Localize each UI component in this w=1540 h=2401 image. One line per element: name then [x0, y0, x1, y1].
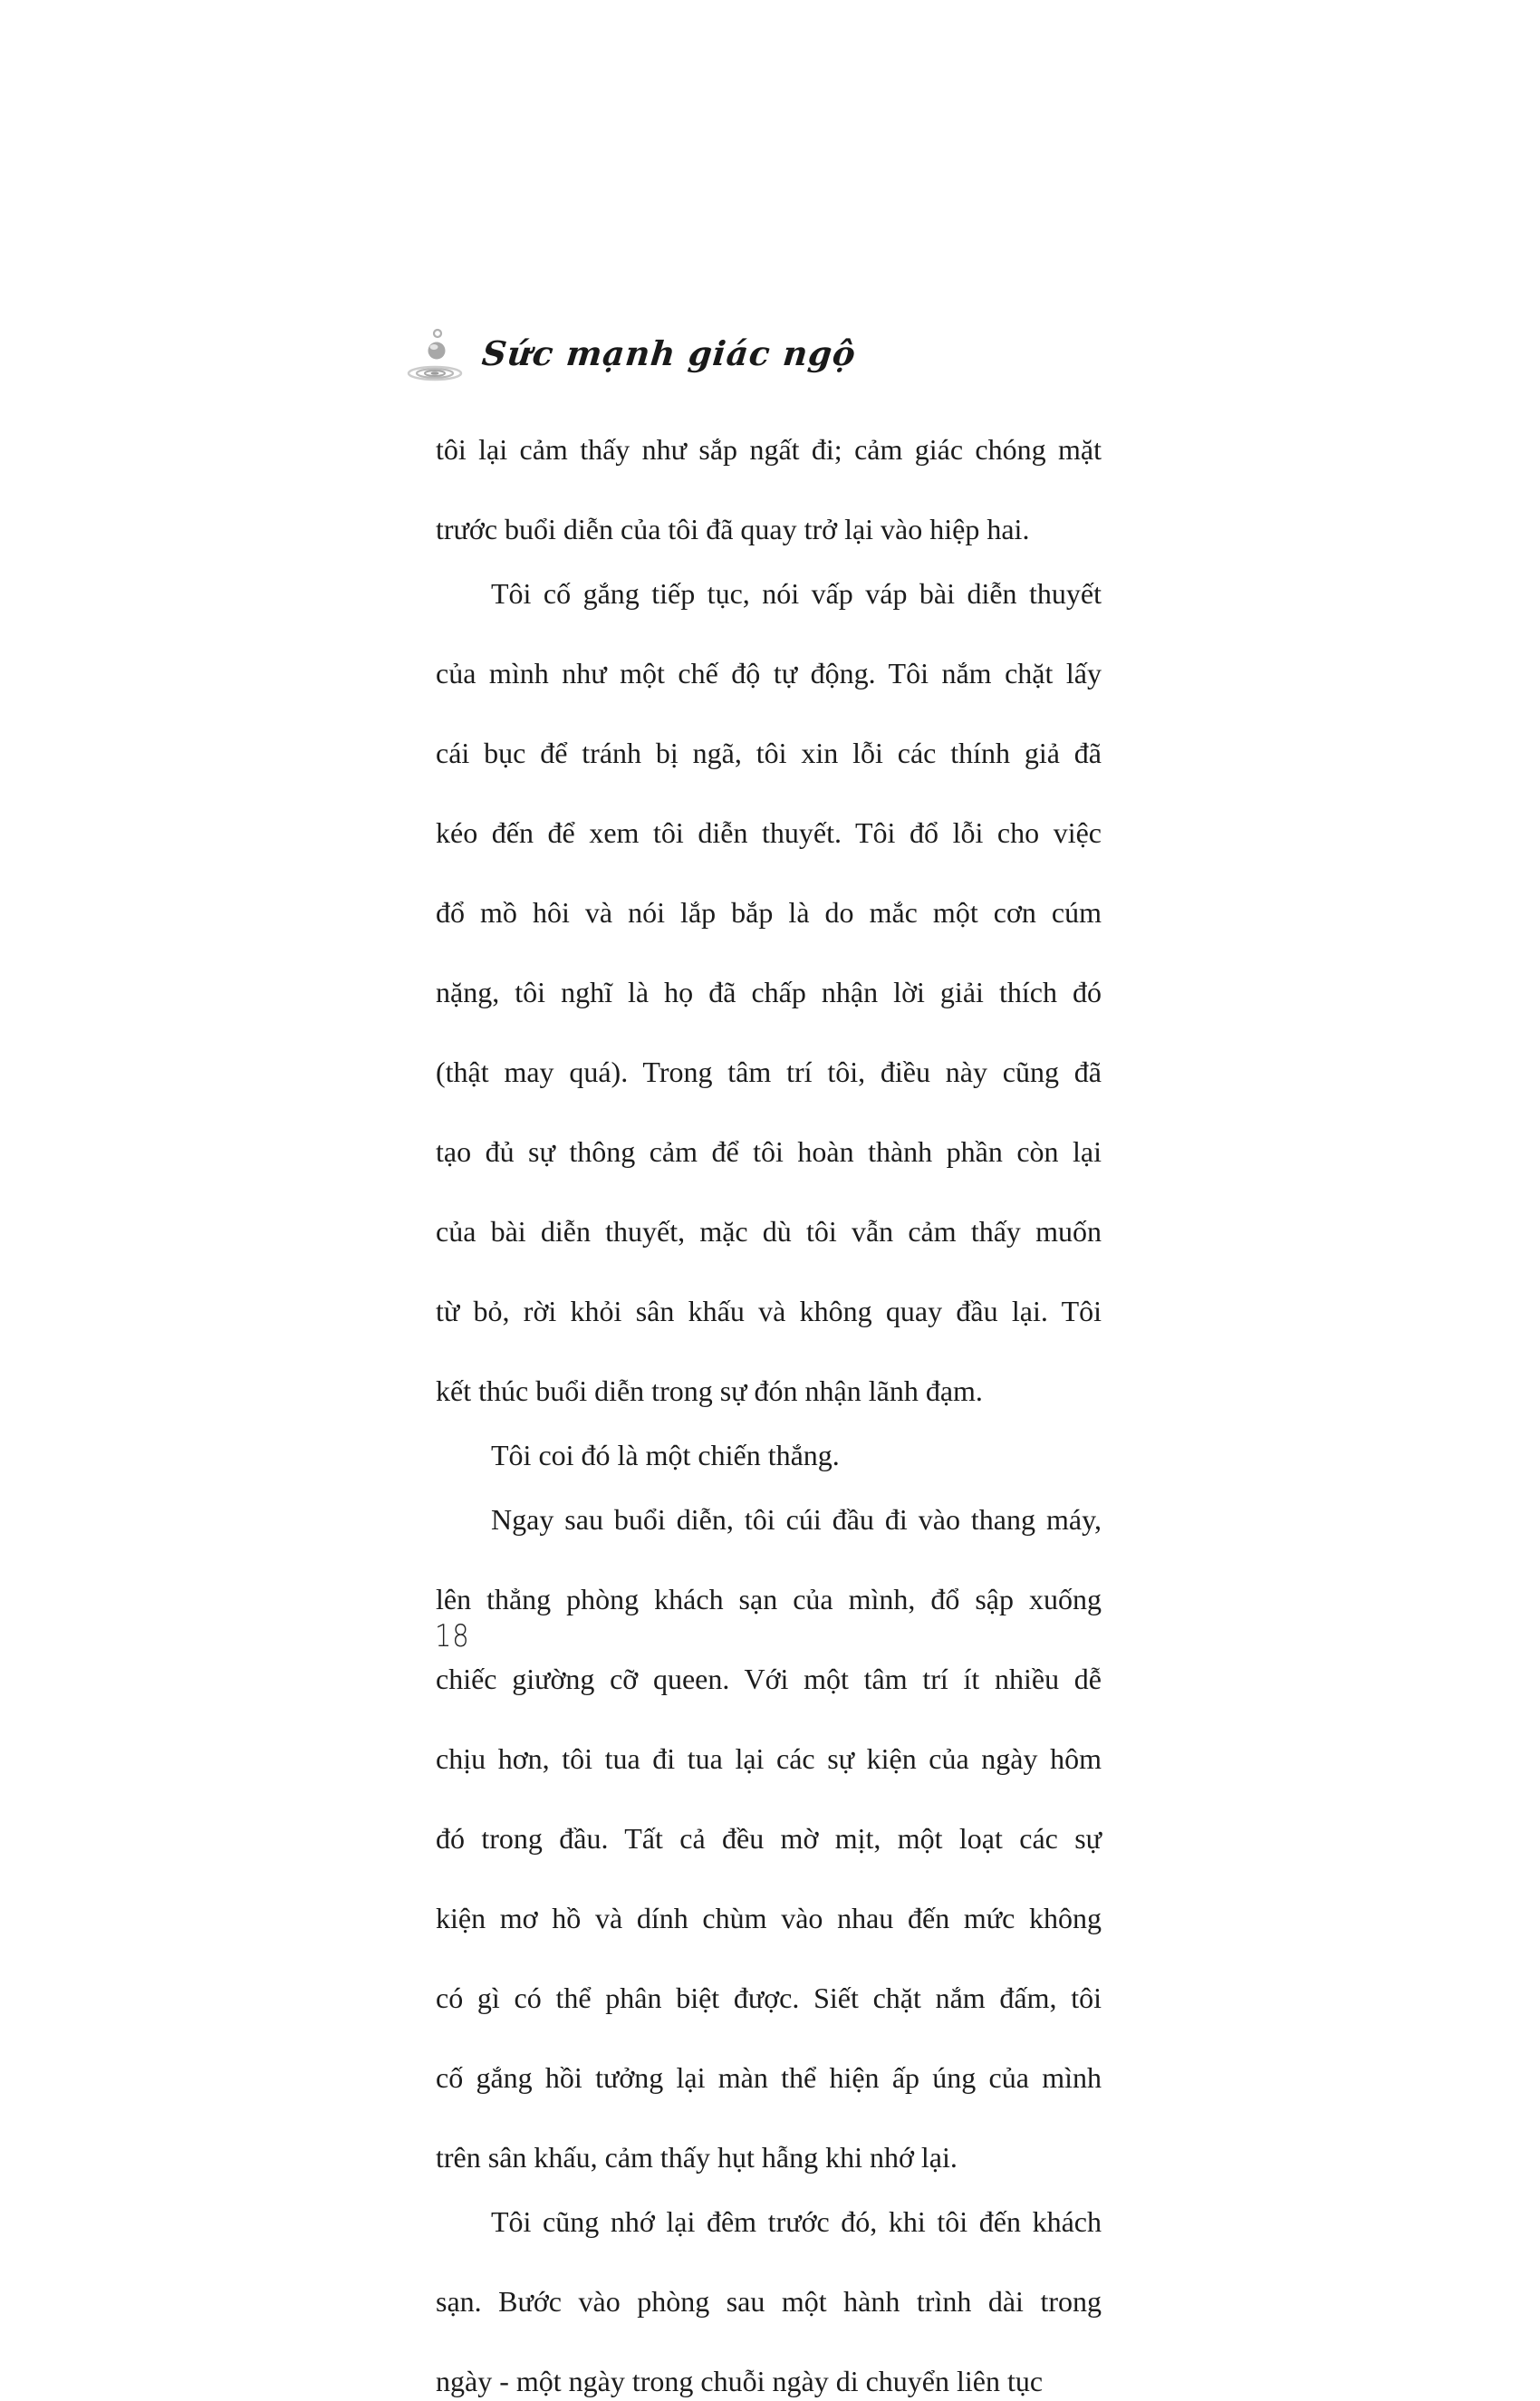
page-number: 18 [435, 1618, 470, 1654]
text-block [436, 429, 1102, 2401]
text-line: Tôi cố gắng tiếp tục, nói vấp váp bài diễn thuyết [491, 577, 1102, 610]
paragraph [436, 2202, 1102, 2401]
text-line: chịu hơn, tôi tua đi tua lại các sự kiện của ngày hôm [436, 1742, 1102, 1775]
book-title: Sức mạnh giác ngộ [480, 333, 859, 373]
paragraph [436, 1499, 1102, 2177]
text-line: có gì có thể phân biệt được. Siết chặt nắm đấm, tôi [436, 1982, 1102, 2014]
text-line: ngày - một ngày trong chuỗi ngày di chuyển liên tục [436, 2365, 1044, 2397]
text-line: lên thẳng phòng khách sạn của mình, đổ sập xuống [436, 1583, 1102, 1615]
paragraph [436, 574, 1102, 1411]
text-line: đó trong đầu. Tất cả đều mờ mịt, một loạt các sự [436, 1822, 1102, 1855]
paragraph [436, 1435, 1102, 1475]
text-line: sạn. Bước vào phòng sau một hành trình dài trong [436, 2285, 1102, 2318]
text-line: của mình như một chế độ tự động. Tôi nắm chặt lấy [436, 657, 1102, 689]
text-line: đổ mồ hôi và nói lắp bắp là do mắc một cơn cúm [436, 896, 1102, 929]
text-line: cố gắng hồi tưởng lại màn thể hiện ấp úng của mình [436, 2061, 1102, 2094]
text-line: cái bục để tránh bị ngã, tôi xin lỗi các thính giả đã [436, 737, 1102, 769]
text-line: từ bỏ, rời khỏi sân khấu và không quay đầu lại. Tôi [436, 1295, 1102, 1327]
text-line: Tôi cũng nhớ lại đêm trước đó, khi tôi đến khách [491, 2205, 1102, 2238]
text-line: kéo đến để xem tôi diễn thuyết. Tôi đổ lỗi cho việc [436, 816, 1102, 849]
text-line: (thật may quá). Trong tâm trí tôi, điều này cũng đã [436, 1056, 1102, 1088]
text-line: trước buổi diễn của tôi đã quay trở lại vào hiệp hai. [436, 513, 1030, 545]
water-drop-logo-icon [406, 326, 467, 386]
text-line: kiện mơ hồ và dính chùm vào nhau đến mức không [436, 1902, 1102, 1934]
text-line: tôi lại cảm thấy như sắp ngất đi; cảm giác chóng mặt [436, 433, 1102, 466]
running-header [406, 324, 859, 388]
paragraph [436, 429, 1102, 549]
text-line: nặng, tôi nghĩ là họ đã chấp nhận lời giải thích đó [436, 976, 1102, 1008]
text-line: của bài diễn thuyết, mặc dù tôi vẫn cảm thấy muốn [436, 1215, 1102, 1248]
text-line: Ngay sau buổi diễn, tôi cúi đầu đi vào thang máy, [491, 1503, 1102, 1536]
text-line: chiếc giường cỡ queen. Với một tâm trí ít nhiều dễ [436, 1663, 1102, 1695]
text-line: kết thúc buổi diễn trong sự đón nhận lãnh đạm. [436, 1374, 983, 1407]
text-line: Tôi coi đó là một chiến thắng. [491, 1439, 840, 1471]
text-line: trên sân khấu, cảm thấy hụt hẫng khi nhớ lại. [436, 2141, 958, 2174]
text-line: tạo đủ sự thông cảm để tôi hoàn thành phần còn lại [436, 1135, 1102, 1168]
